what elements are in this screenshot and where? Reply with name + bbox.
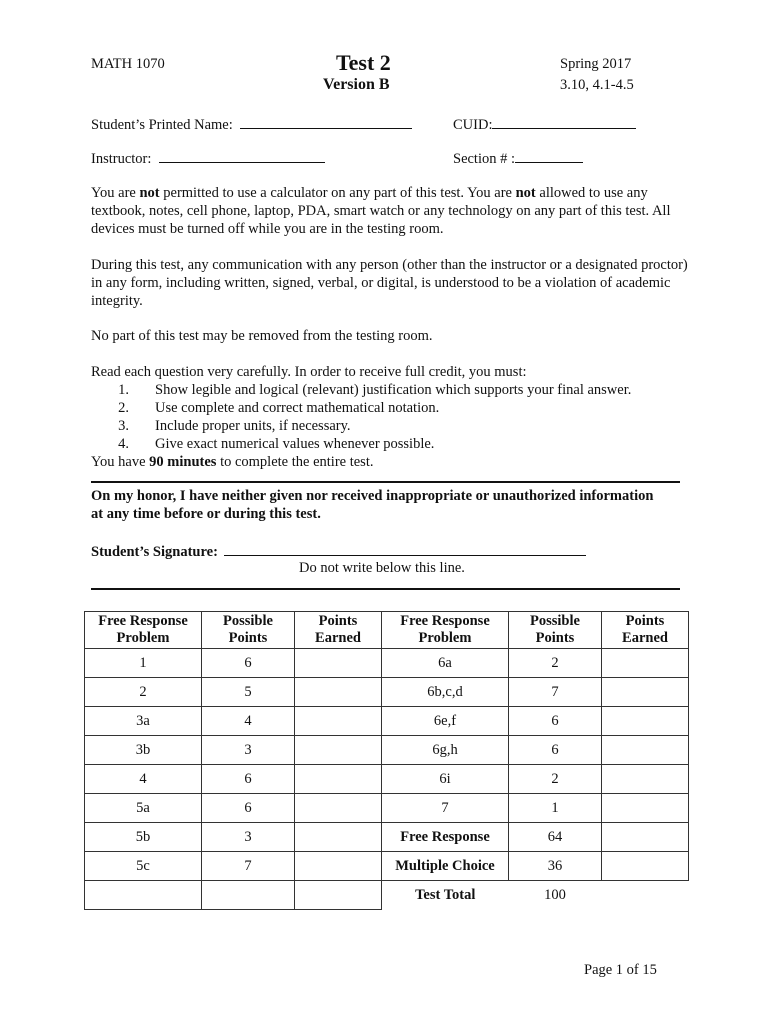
free-response-total-label: Free Response — [382, 823, 509, 852]
student-name-field[interactable] — [91, 114, 412, 134]
honor-statement-line1: On my honor, I have neither given nor received inappropriate or unauthorized information — [91, 488, 654, 504]
earned-points-cell[interactable] — [295, 852, 382, 881]
earned-points-cell[interactable] — [295, 707, 382, 736]
earned-points-cell[interactable] — [602, 852, 689, 881]
header-earned-left: Points Earned — [295, 612, 382, 649]
possible-points-cell: 6 — [202, 765, 295, 794]
table-header-row — [85, 612, 689, 649]
header-possible-right: Possible Points — [509, 612, 602, 649]
problem-cell: 5a — [85, 794, 202, 823]
divider-top — [91, 481, 680, 483]
list-item: 4. Give exact numerical values whenever possible. — [118, 436, 435, 452]
section-field[interactable] — [453, 148, 583, 168]
multiple-choice-total-label: Multiple Choice — [382, 852, 509, 881]
possible-points-cell: 6 — [202, 794, 295, 823]
possible-points-cell: 4 — [202, 707, 295, 736]
problem-cell: 6i — [382, 765, 509, 794]
honor-statement-line2: at any time before or during this test. — [91, 506, 321, 522]
problem-cell: 5b — [85, 823, 202, 852]
possible-points-cell: 2 — [509, 649, 602, 678]
problem-cell: 4 — [85, 765, 202, 794]
problem-cell: 6e,f — [382, 707, 509, 736]
problem-cell: 6g,h — [382, 736, 509, 765]
student-name-line[interactable] — [240, 114, 412, 129]
free-response-total-points: 64 — [509, 823, 602, 852]
table-row — [85, 823, 689, 852]
calculator-policy: You are not permitted to use a calculator on any part of this test. You are not allowed to use any textbook, notes, cell phone, laptop, PDA, smart watch or any technology on any part of this test. All devices must be turned off while you are in the testing room. — [91, 185, 671, 237]
header-earned-right: Points Earned — [602, 612, 689, 649]
grading-table — [84, 611, 689, 910]
divider-bottom — [91, 588, 680, 590]
test-total-earned — [602, 881, 689, 910]
earned-points-cell[interactable] — [295, 823, 382, 852]
integrity-policy: During this test, any communication with any person (other than the instructor or a designated proctor) in any form, including written, signed, verbal, or digital, is understood to be a violation of academic integrity. — [91, 257, 688, 309]
possible-points-cell: 6 — [509, 736, 602, 765]
signature-field[interactable] — [91, 541, 586, 561]
instructor-line[interactable] — [159, 148, 325, 163]
earned-points-cell[interactable] — [295, 765, 382, 794]
table-row — [85, 794, 689, 823]
possible-points-cell[interactable] — [202, 881, 295, 910]
list-item: 1. Show legible and logical (relevant) justification which supports your final answer. — [118, 382, 632, 398]
instructor-field[interactable] — [91, 148, 325, 168]
problem-cell: 2 — [85, 678, 202, 707]
read-carefully: Read each question very carefully. In order to receive full credit, you must: — [91, 364, 527, 380]
table-row — [85, 736, 689, 765]
section-line[interactable] — [515, 148, 583, 163]
table-row — [85, 852, 689, 881]
earned-points-cell[interactable] — [602, 649, 689, 678]
student-name-label: Student’s Printed Name: — [91, 117, 233, 133]
possible-points-cell: 7 — [202, 852, 295, 881]
removal-policy: No part of this test may be removed from the testing room. — [91, 328, 433, 344]
list-item: 3. Include proper units, if necessary. — [118, 418, 351, 434]
possible-points-cell: 6 — [509, 707, 602, 736]
earned-points-cell[interactable] — [602, 823, 689, 852]
earned-points-cell[interactable] — [602, 707, 689, 736]
header-possible-left: Possible Points — [202, 612, 295, 649]
possible-points-cell: 5 — [202, 678, 295, 707]
term: Spring 2017 — [560, 56, 632, 72]
table-row — [85, 678, 689, 707]
problem-cell: 1 — [85, 649, 202, 678]
possible-points-cell: 2 — [509, 765, 602, 794]
header-problem-right: Free Response Problem — [382, 612, 509, 649]
test-total-points: 100 — [544, 886, 566, 903]
section-label: Section # : — [453, 151, 516, 167]
earned-points-cell[interactable] — [602, 736, 689, 765]
earned-points-cell[interactable] — [602, 794, 689, 823]
possible-points-cell: 3 — [202, 823, 295, 852]
test-total-label: Test Total — [415, 886, 476, 903]
page-number: Page 1 of 15 — [584, 962, 657, 978]
test-title: Test 2 — [336, 50, 391, 75]
problem-cell: 6a — [382, 649, 509, 678]
table-row — [85, 649, 689, 678]
problem-cell: 3b — [85, 736, 202, 765]
cuid-label: CUID: — [453, 117, 493, 133]
signature-line[interactable] — [224, 541, 586, 556]
cuid-line[interactable] — [492, 114, 636, 129]
problem-cell: 3a — [85, 707, 202, 736]
time-limit: You have 90 minutes to complete the entire test. — [91, 454, 374, 470]
earned-points-cell[interactable] — [602, 765, 689, 794]
table-row — [85, 765, 689, 794]
problem-cell[interactable] — [85, 881, 202, 910]
cuid-field[interactable] — [453, 114, 636, 134]
list-item: 2. Use complete and correct mathematical notation. — [118, 400, 440, 416]
earned-points-cell[interactable] — [295, 794, 382, 823]
earned-points-cell[interactable] — [602, 678, 689, 707]
possible-points-cell: 1 — [509, 794, 602, 823]
do-not-write-note: Do not write below this line. — [299, 560, 465, 576]
problem-cell: 5c — [85, 852, 202, 881]
possible-points-cell: 3 — [202, 736, 295, 765]
possible-points-cell: 7 — [509, 678, 602, 707]
header-problem-left: Free Response Problem — [85, 612, 202, 649]
table-row — [85, 707, 689, 736]
test-version: Version B — [323, 76, 390, 93]
earned-points-cell[interactable] — [295, 678, 382, 707]
earned-points-cell[interactable] — [295, 736, 382, 765]
requirements-list — [91, 381, 631, 453]
course-code: MATH 1070 — [91, 56, 165, 72]
possible-points-cell: 6 — [202, 649, 295, 678]
earned-points-cell[interactable] — [295, 649, 382, 678]
multiple-choice-total-points: 36 — [509, 852, 602, 881]
table-row — [85, 881, 689, 910]
problem-cell: 6b,c,d — [382, 678, 509, 707]
problem-cell: 7 — [382, 794, 509, 823]
instructor-label: Instructor: — [91, 151, 152, 167]
sections-covered: 3.10, 4.1-4.5 — [560, 77, 634, 93]
signature-label: Student’s Signature: — [91, 544, 218, 560]
earned-points-cell[interactable] — [295, 881, 382, 910]
